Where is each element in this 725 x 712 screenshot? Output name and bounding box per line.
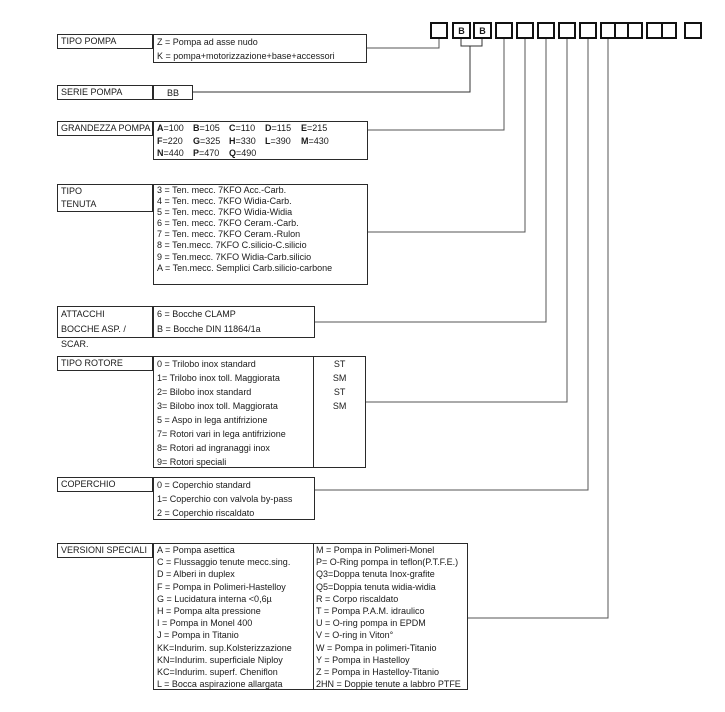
connector-versioni-speciali <box>468 38 608 618</box>
grandezza-cell: L=390 <box>265 135 291 146</box>
option-row: 3 = Ten. mecc. 7KFO Acc.-Carb. <box>157 185 287 195</box>
option-row: D = Alberi in duplex <box>157 569 235 580</box>
grandezza-cell: Q=490 <box>229 148 257 158</box>
option-row: U = O-ring pompa in EPDM <box>315 618 426 629</box>
grandezza-row <box>154 135 367 148</box>
grandezza-cell: P=470 <box>193 148 220 158</box>
code-box-2: B <box>452 22 471 39</box>
option-row: W = Pompa in polimeri-Titanio <box>315 642 437 653</box>
grandezza-cell: C=110 <box>229 123 256 133</box>
option-row: KC=Indurim. superf. Cheniflon <box>157 667 278 678</box>
versioni-left-column <box>154 544 313 689</box>
option-row: G = Lucidatura interna <0,6µ <box>157 593 272 604</box>
option-row: 9= Rotori speciali <box>157 457 227 467</box>
code-cell <box>648 24 661 37</box>
grandezza-row <box>154 147 367 160</box>
options-tipo-tenuta <box>153 184 368 285</box>
option-row: 0 = Coperchio standard <box>157 480 251 490</box>
option-row: P= O-Ring pompa in teflon(P.T.F.E.) <box>315 557 459 568</box>
option-row: Y = Pompa in Hastelloy <box>315 654 410 665</box>
option-row: 0 = Trilobo inox standard ST <box>157 359 346 369</box>
options-tipo-pompa <box>153 34 367 63</box>
code-cell <box>627 24 641 37</box>
option-row: I = Pompa in Monel 400 <box>157 618 253 629</box>
option-row: KK=Indurim. sup.Kolsterizzazione <box>157 642 292 653</box>
grandezza-cell: A=100 <box>157 123 184 133</box>
option-row: 7= Rotori vari in lega antifrizione <box>157 429 286 439</box>
versioni-right-column <box>313 544 467 689</box>
section-label-serie-pompa <box>57 85 153 100</box>
option-row: 8 = Ten.mecc. 7KFO C.silicio-C.silicio <box>157 240 307 251</box>
option-row: 6 = Ten. mecc. 7KFO Ceram.-Carb. <box>157 218 299 229</box>
options-grandezza-pompa <box>153 121 368 160</box>
label-text: VERSIONI SPECIALI <box>61 545 148 555</box>
label-text: TENUTA <box>61 199 97 209</box>
code-box-last <box>684 22 702 39</box>
grandezza-cell: E=215 <box>301 123 328 133</box>
label-text: ATTACCHI <box>61 309 105 319</box>
option-row: 3= Bilobo inox toll. Maggiorata SM <box>157 401 347 411</box>
option-row: 9 = Ten.mecc. 7KFO Widia-Carb.silicio <box>157 251 312 262</box>
section-label-attacchi <box>57 306 153 349</box>
option-row: F = Pompa in Polimeri-Hastelloy <box>157 581 286 592</box>
option-row: 8= Rotori ad ingranaggi inox <box>157 443 270 453</box>
option-row: V = O-ring in Viton° <box>315 630 394 641</box>
section-label-tipo-pompa <box>57 34 153 49</box>
serie-pompa-value: BB <box>166 87 179 98</box>
connector-tipo-rotore <box>366 38 567 402</box>
section-label-grandezza-pompa <box>57 121 153 136</box>
option-row: R = Corpo riscaldato <box>315 593 399 604</box>
section-label-tipo-tenuta <box>57 184 153 212</box>
option-row: 4 = Ten. mecc. 7KFO Widia-Carb. <box>157 196 292 207</box>
option-row: B = Bocche DIN 11864/1a <box>157 324 261 334</box>
code-cell <box>602 24 614 37</box>
connector-tipo-pompa <box>367 38 439 48</box>
option-row: Q3=Doppa tenuta Inox-grafite <box>315 569 435 580</box>
option-row: 5 = Aspo in lega antifrizione <box>157 415 268 425</box>
label-text: TIPO ROTORE <box>61 358 123 368</box>
option-row: L = Bocca aspirazione allargata <box>157 679 283 690</box>
option-row: H = Pompa alta pressione <box>157 606 261 617</box>
section-label-versioni-speciali <box>57 543 153 558</box>
label-text: GRANDEZZA POMPA <box>61 123 151 133</box>
grandezza-cell: F=220 <box>157 135 183 146</box>
serie-pompa-value-box <box>153 85 193 100</box>
option-row: Z = Pompa in Hastelloy-Titanio <box>315 667 439 678</box>
code-cell <box>661 24 676 37</box>
option-row: A = Ten.mecc. Semplici Carb.silicio-carbone <box>157 262 333 273</box>
grandezza-cell: D=115 <box>265 123 292 133</box>
option-row: KN=Indurim. superficiale Niploy <box>157 654 283 665</box>
label-text: TIPO <box>61 186 83 196</box>
grandezza-row <box>154 122 367 135</box>
code-box-3: B <box>473 22 492 39</box>
option-row: 7 = Ten. mecc. 7KFO Ceram.-Rulon <box>157 229 301 240</box>
option-row: 1= Coperchio con valvola by-pass <box>157 494 293 504</box>
code-box-group-3 <box>600 22 643 39</box>
option-row: 1= Trilobo inox toll. Maggiorata SM <box>157 373 347 383</box>
grandezza-cell: H=330 <box>229 135 256 146</box>
code-box-8 <box>579 22 597 39</box>
option-row: K = pompa+motorizzazione+base+accessori <box>157 51 335 61</box>
grandezza-cell: N=440 <box>157 148 184 158</box>
code-box-4 <box>495 22 513 39</box>
options-versioni-speciali <box>153 543 468 690</box>
section-label-tipo-rotore <box>57 356 153 371</box>
code-box-group-2 <box>646 22 677 39</box>
code-box-6 <box>537 22 555 39</box>
code-box-5 <box>516 22 534 39</box>
grandezza-cell: B=105 <box>193 123 220 133</box>
option-row: T = Pompa P.A.M. idraulico <box>315 606 425 617</box>
label-text: COPERCHIO <box>61 479 116 489</box>
section-label-coperchio <box>57 477 153 492</box>
label-text: SERIE POMPA <box>61 87 123 97</box>
options-coperchio <box>153 477 315 520</box>
code-box-1 <box>430 22 448 39</box>
options-tipo-rotore <box>153 356 366 468</box>
connector-grandezza-pompa <box>368 38 504 130</box>
option-row: 6 = Bocche CLAMP <box>157 309 236 319</box>
option-row: 2 = Coperchio riscaldato <box>157 508 255 518</box>
option-row: A = Pompa asettica <box>157 545 235 555</box>
code-cell <box>614 24 628 37</box>
option-row: 5 = Ten. mecc. 7KFO Widia-Widia <box>157 207 293 218</box>
label-text: TIPO POMPA <box>61 36 117 46</box>
grandezza-cell: M=430 <box>301 135 329 146</box>
option-row: Z = Pompa ad asse nudo <box>157 37 258 47</box>
option-row: Q5=Doppia tenuta widia-widia <box>315 581 436 592</box>
connector-tipo-tenuta <box>368 38 525 232</box>
options-attacchi <box>153 306 315 338</box>
option-row: 2= Bilobo inox standard ST <box>157 387 346 397</box>
option-row: J = Pompa in Titanio <box>157 630 239 641</box>
option-row: C = Flussaggio tenute mecc.sing. <box>157 557 291 568</box>
option-row: M = Pompa in Polimeri-Monel <box>315 545 435 555</box>
grandezza-cell: G=325 <box>193 135 221 146</box>
option-row: 2HN = Doppie tenute a labbro PTFE <box>315 679 461 690</box>
label-text: BOCCHE ASP. / SCAR. <box>61 324 126 349</box>
rotore-column-divider <box>313 357 314 467</box>
code-box-7 <box>558 22 576 39</box>
